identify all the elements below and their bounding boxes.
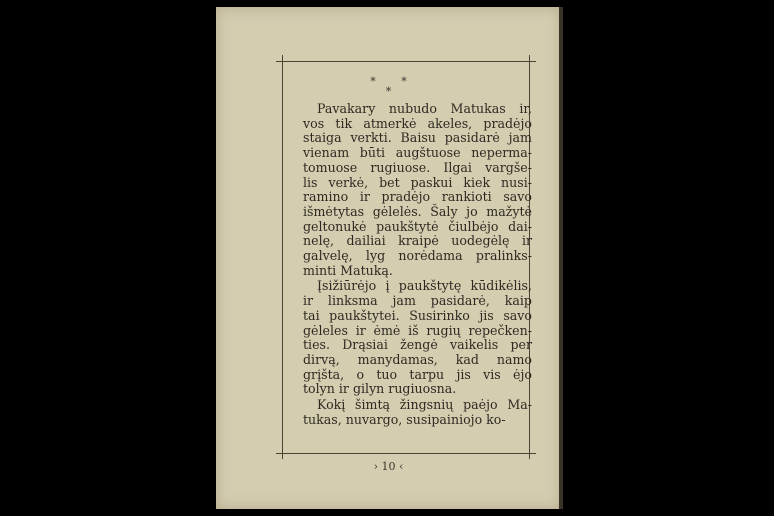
text-line: minti Matuką. [303, 262, 393, 278]
body-text [303, 102, 532, 427]
text-line: geltonukė paukštytė čiulbėjo dai- [303, 218, 532, 234]
frame-corner-mark [524, 453, 536, 454]
text-line: tomuose rugiuose. Ilgai vargše- [303, 159, 532, 175]
frame-bottom-line [282, 453, 530, 454]
text-line: lis verkė, bet paskui kiek nusi- [303, 174, 532, 190]
book-page [216, 7, 561, 509]
text-line: Pavakary nubudo Matukas ir, [317, 101, 532, 116]
frame-corner-mark [529, 55, 530, 67]
text-line: gėleles ir ėmė iš rugių repečken- [303, 322, 532, 338]
text-line: dirvą, manydamas, kad namo [303, 351, 532, 367]
frame-top-line [282, 61, 530, 62]
text-line: tai paukštytei. Susirinko jis savo [303, 307, 532, 323]
text-line: išmėtytas gėlelės. Šaly jo mažytė [303, 203, 532, 219]
text-line: tukas, nuvargo, susipainiojo ko- [303, 411, 506, 427]
paragraph [303, 279, 532, 397]
text-line: vienam būti augštuose neperma- [303, 145, 532, 161]
text-line: ties. Drąsiai žengė vaikelis per [303, 337, 532, 353]
frame-corner-mark [282, 447, 283, 459]
text-line: tolyn ir gilyn rugiuosna. [303, 381, 457, 397]
text-line: grįšta, o tuo tarpu jis vis ėjo [303, 366, 532, 382]
text-line: ramino ir pradėjo rankioti savo [303, 189, 532, 205]
text-line: ir linksma jam pasidarė, kaip [303, 293, 532, 309]
page-number: › 10 ‹ [373, 460, 404, 473]
text-line: nelę, dailiai kraipė uodegėlę ir [303, 233, 532, 249]
asterism-bottom: * [385, 85, 392, 98]
text-line: galvelę, lyg norėdama pralinks- [303, 248, 532, 264]
text-line: Kokį šimtą žingsnių paėjo Ma- [317, 397, 532, 413]
paragraph [303, 102, 532, 278]
paragraph [303, 398, 532, 427]
asterism-top: * * [370, 75, 407, 88]
text-line: staiga verkti. Baisu pasidarė jam [303, 130, 532, 146]
page-edge [559, 7, 563, 509]
frame-corner-mark [524, 61, 536, 62]
frame-corner-mark [282, 55, 283, 67]
text-line: Įsižiūrėjo į paukštytę kūdikėlis, [317, 278, 532, 294]
text-line: vos tik atmerkė akeles, pradėjo [303, 115, 532, 131]
frame-corner-mark [529, 447, 530, 459]
frame-left-line [282, 61, 283, 454]
